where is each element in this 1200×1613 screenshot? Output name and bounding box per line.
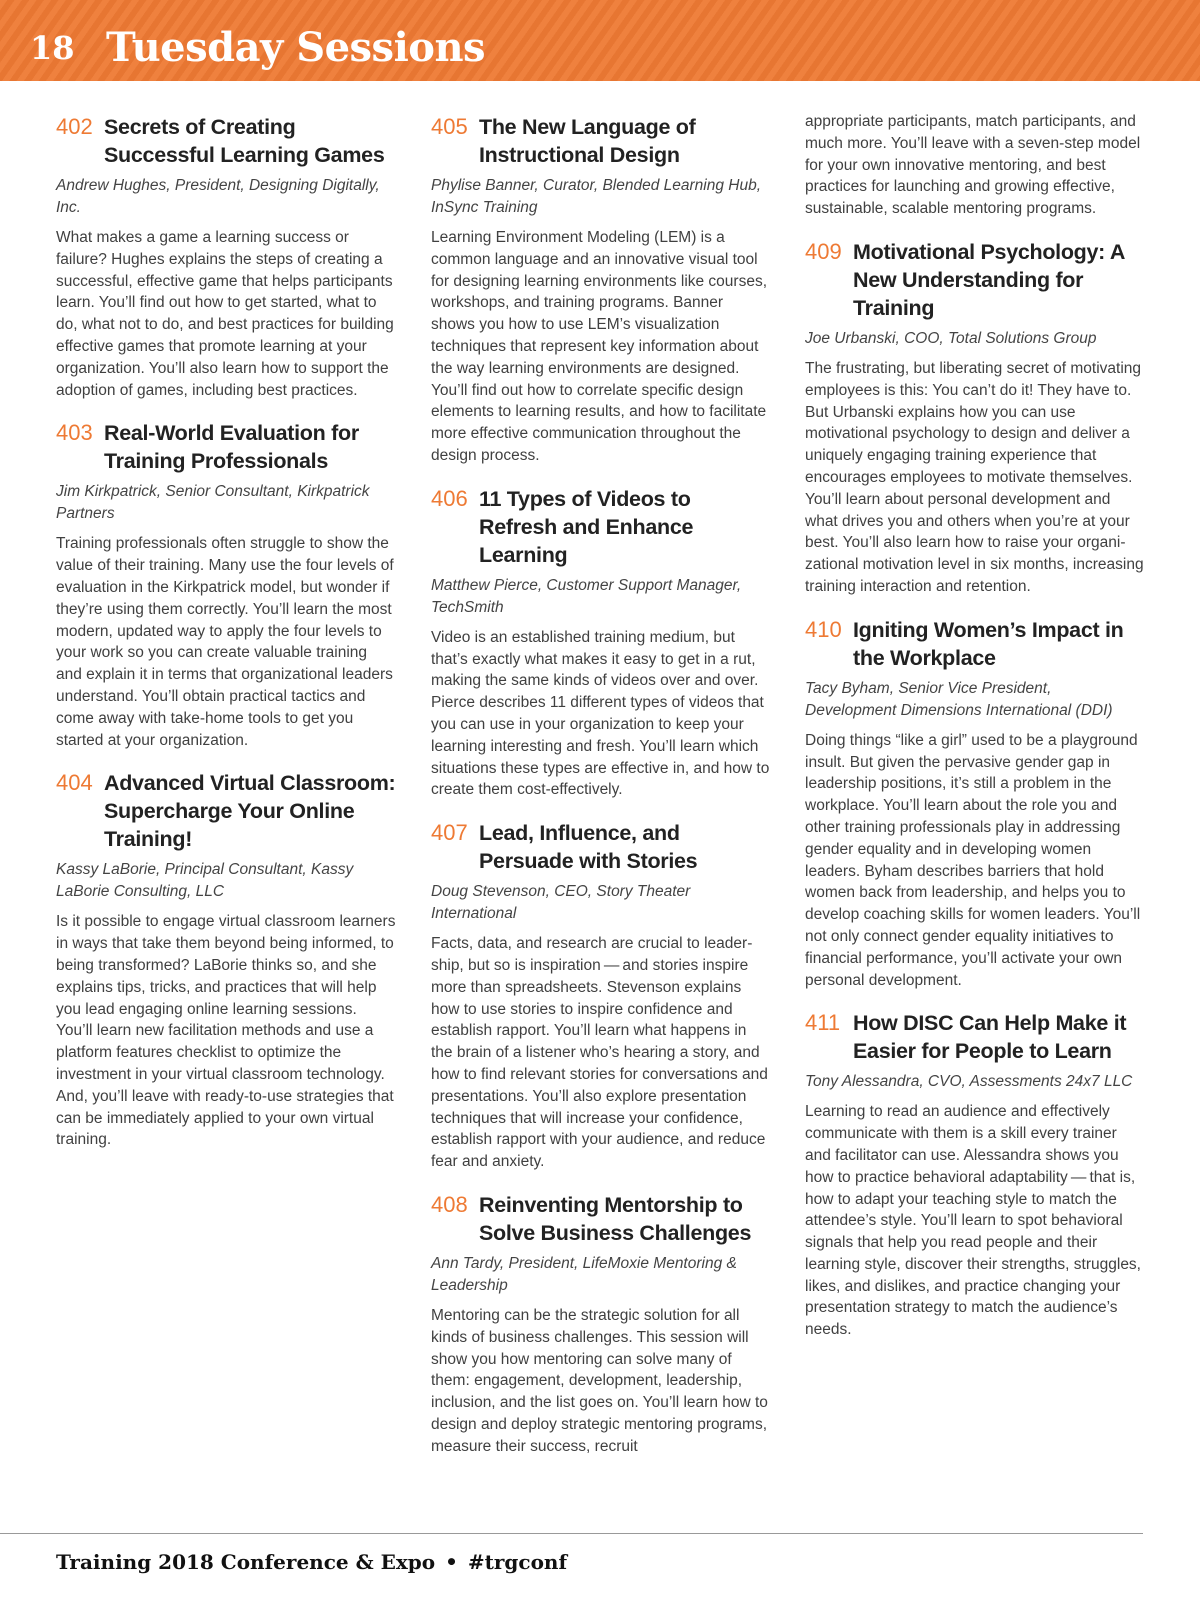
- session-number: 409: [805, 238, 842, 264]
- session-description: Mentoring can be the strategic solution for all kinds of business challenges. This session will show you how mentoring can solve many of them: engagement, development, leadership, inclusion, and the list goes on. You’ll learn how to design and deploy strategic mentoring programs, measure their success, recruit: [431, 1306, 768, 1455]
- session-speaker: Andrew Hughes, President, Designing Digitally, Inc.: [56, 177, 380, 216]
- session-title: 11 Types of Videos to Refresh and Enhance Learning: [479, 486, 694, 567]
- page-title: Tuesday Sessions: [106, 24, 486, 71]
- session-number: 410: [805, 616, 842, 642]
- footer-event: Training 2018 Conference & Expo: [56, 1550, 436, 1574]
- session-title: Reinventing Mentorship to Solve Business Challenges: [479, 1192, 752, 1245]
- session-number: 402: [56, 114, 93, 139]
- session-title: Real-World Evaluation for Training Professionals: [104, 421, 359, 474]
- session-402: [56, 113, 396, 401]
- footer-separator: •: [445, 1550, 458, 1574]
- session-number: 405: [431, 114, 468, 139]
- session-description: Training professionals often struggle to show the value of their training. Many use the four levels of evaluation in the Kirkpatrick model, but wonder if they’re using them correctly. You’ll learn the most modern, updated way to apply the four levels to your work so you can create valuable training and explain it in terms that organizational leaders understand. You’ll obtain practical tactics and come away with take-home tools to get you started at your organization.: [56, 535, 394, 749]
- session-407: [431, 819, 771, 1173]
- session-406: [431, 485, 771, 801]
- session-number: 404: [56, 770, 93, 796]
- session-speaker: Kassy LaBorie, Principal Consultant, Kassy LaBorie Consulting, LLC: [56, 861, 354, 901]
- session-description: Facts, data, and research are crucial to leadership, but so is inspiration — and stories inspire more than spreadsheets. Stevenson explains how to use stories to inspire confidence and establish rapport. You’ll learn what happens in the brain of a listener who’s hearing a story, and how to find relevant stories for conversations and presentations. You’ll also explore presentation techniques that will increase your confidence, establish rapport with your audience, and reduce fear and anxiety.: [431, 935, 768, 1171]
- session-speaker: Joe Urbanski, COO, Total Solutions Group: [805, 329, 1097, 347]
- session-speaker: Phylise Banner, Curator, Blended Learning Hub, InSync Training: [431, 177, 762, 216]
- column-2: [431, 113, 771, 1475]
- session-408-continued: [805, 111, 1145, 220]
- session-404: [56, 769, 396, 1151]
- session-title: The New Language of Instructional Design: [479, 115, 696, 167]
- session-speaker: Tony Alessandra, CVO, Assessments 24x7 LLC: [805, 1073, 1133, 1091]
- page-header: [0, 0, 1200, 81]
- session-title: Advanced Virtual Classroom: Supercharge Your Online Training!: [104, 771, 396, 852]
- session-405: [431, 113, 771, 467]
- page-number: 18: [30, 29, 75, 67]
- session-description: Video is an established training medium, but that’s exactly what makes it easy to get in a rut, making the same kinds of videos over and over. Pierce describes 11 different types of videos that you can use in your organization to keep your learning interesting and fresh. You’ll learn which situations these types are effective in, and how to create them cost-effectively.: [431, 628, 770, 799]
- footer-hashtag: #trgconf: [467, 1550, 568, 1574]
- session-description: Is it possible to engage virtual classroom learners in ways that take them beyond being informed, to being transformed? LaBorie thinks so, and she explains tips, tricks, and practices that will help you lead engaging online learning sessions. You’ll learn new facilitation methods and use a platform features checklist to optimize the investment in your virtual classroom technology. And, you’ll leave with ready-to-use strategies that can be immediately applied to your own virtual training.: [56, 913, 396, 1149]
- session-speaker: Doug Stevenson, CEO, Story Theater International: [431, 883, 691, 923]
- session-description: What makes a game a learning success or failure? Hughes explains the steps of creating a successful, effective game that helps participants learn. You’ll find out how to get started, what to do, what not to do, and best practices for building effective games that promote learning at your organization. You’ll also learn how to support the adoption of games, including best practices.: [56, 229, 394, 399]
- session-speaker: Ann Tardy, President, LifeMoxie Mentoring & Leadership: [431, 1254, 737, 1294]
- session-number: 408: [431, 1191, 468, 1217]
- session-409: [805, 238, 1145, 598]
- column-3: [805, 113, 1145, 1359]
- session-411: [805, 1009, 1145, 1341]
- session-410: [805, 616, 1145, 992]
- session-title: How DISC Can Help Make it Easier for People to Learn: [853, 1011, 1127, 1064]
- session-description: Doing things “like a girl” used to be a playground insult. But given the pervasive gender gap in leadership positions, it’s still a problem in the workplace. You’ll learn about the role you and other training professionals play in addressing gender equality and in developing women leaders. Byham describes barriers that hold women back from leadership, and helps you to develop coaching skills for women leaders. You’ll not only connect gender equality initiatives to financial performance, you’ll activate your own personal development.: [805, 731, 1141, 989]
- session-title: Motivational Psychology: A New Understanding for Training: [853, 239, 1125, 320]
- session-number: 403: [56, 420, 93, 446]
- session-description: Learning Environment Modeling (LEM) is a common language and an innovative visual tool for designing learning environments like courses, workshops, and training programs. Banner shows you how to use LEM’s visualization techniques that represent key information about the way learning environments are designed. You’ll find out how to correlate specific design elements to learning results, and how to facilitate more effective communication throughout the design process.: [431, 229, 768, 464]
- session-description: The frustrating, but liberating secret of motivating employees is this: You can’t do it! They have to. But Urbanski explains how you can use motivational psychology to design and deliver a uniquely engaging training experience that encourages employees to motivate themselves. You’ll learn about personal development and what drives you and others when you’re at your best. You’ll also learn how to raise your organizational motivation level in six months, increasing training interaction and retention.: [805, 359, 1144, 595]
- footer-divider: [0, 1533, 1143, 1534]
- session-speaker: Matthew Pierce, Customer Support Manager, TechSmith: [431, 576, 742, 616]
- session-title: Lead, Influence, and Persuade with Stories: [479, 821, 698, 874]
- session-speaker: Tacy Byham, Senior Vice President, Development Dimensions International (DDI): [805, 679, 1113, 719]
- session-title: Igniting Women’s Impact in the Workplace: [853, 617, 1124, 670]
- session-403: [56, 419, 396, 751]
- session-number: 411: [805, 1010, 841, 1036]
- session-description: Learning to read an audience and effectively communicate with them is a skill every trainer and facilitator can use. Alessandra shows you how to practice behavioral adaptability — that is, how to adapt your teaching style to match the attendee’s style. You’ll learn to spot behavioral signals that help you read people and their learning style, discover their strengths, struggles, likes, and dislikes, and practice changing your presentation strategy to match the audience’s needs.: [805, 1103, 1141, 1339]
- session-408: [431, 1191, 771, 1458]
- column-1: [56, 113, 396, 1169]
- session-number: 406: [431, 485, 468, 511]
- session-description-continued: appropriate participants, match participants, and much more. You’ll leave with a seven-step model for your own innovative mentoring, and best practices for launching and growing effective, sustainable, scalable mentoring programs.: [805, 113, 1141, 218]
- session-speaker: Jim Kirkpatrick, Senior Consultant, Kirkpatrick Partners: [56, 483, 370, 523]
- session-title: Secrets of Creating Successful Learning Games: [104, 115, 385, 167]
- page-footer: [56, 1548, 567, 1576]
- session-number: 407: [431, 820, 468, 846]
